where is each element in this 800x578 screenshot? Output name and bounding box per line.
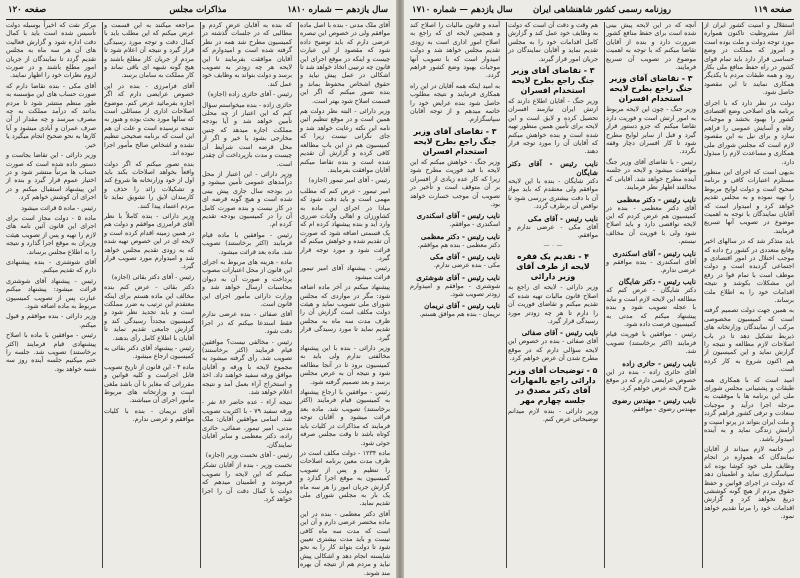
speaker-label: نایب رئیس - دکتر معظمی (616, 194, 696, 204)
paragraph: وزیر جنگ - چون این لایحه مربوط به امور ارتش است و فوریت دارد تقاضا میکنم که جزو دستور قرار گیرد و قبل از سایر لوایح مطرح شود تا کار افسران دچار وقفه نگردد. (606, 106, 696, 156)
page-gutter (396, 0, 404, 578)
speaker-label: نایب رئیس - مهندس رضوی (612, 395, 696, 405)
left-page (0, 0, 396, 578)
column-rule (200, 22, 201, 568)
left-column-3 (104, 22, 194, 570)
paragraph: دولت در نظر دارد که با اجرای برنامه های اصلاحی وضع اقتصادی کشور را بهبود بخشد و موجبات رفاه و آسایش عمومی را فراهم سازد و برای نیل به این مقصود لازم است که مجلس شورای ملی همکاری و مساعدت لازم را مبذول دارد. (704, 99, 794, 166)
paragraph: دکتر معظمی - بنده هم موافقم. (417, 241, 500, 249)
paragraph: آمده و قانون مالیات را اصلاح کند و همچنین لایحه ای که راجع به اصلاح امور اداری است به زودی تقدیم مجلس خواهد شد و دولت امیدوار است که با تصویب آنها موجبات بهبود وضع کشور فراهم گردد. (410, 22, 500, 80)
column-rule (604, 22, 605, 568)
paragraph: ماده ۵ - دولت مجاز است برای اجرای این قانون آئین نامه های لازم را تهیه و پس از تصویب هیئت وزیران به موقع اجرا گذارد و نتیجه را به اطلاع مجلس برساند. (6, 214, 96, 256)
speaker-label: نایب رئیس - آقای شوشتری (416, 272, 500, 282)
right-issue: سال یازدهم — شماره ۱۷۱۰ (412, 5, 513, 15)
paragraph: رئیس - آقای حائری زاده (اجازه) (207, 91, 292, 99)
speaker-label: نایب رئیس - آقای اسکندری (612, 248, 696, 258)
right-column-4 (410, 22, 500, 570)
right-page-number: صفحه ۱۱۹ (753, 5, 792, 15)
paragraph: آقای دکتر معظمی - بنده در کمیسیون هم عرض کردم که این لایحه نواقصی دارد و باید اصلاح شود ولی با فوریت آن مخالف نیستم. (606, 204, 696, 246)
paragraph: وزیر جنگ - خواهش میکنم که این لایحه با قید فوریت مطرح شود زیرا که کار عده زیادی از افسران بر آن متوقف است و تأخیر در تصویب آن موجب خسارت خواهد بود. (410, 158, 500, 208)
paragraph: رئیس - با تقاضای آقای وزیر جنگ موافقت میشود و لایحه در جلسه آینده مطرح خواهد شد. آقایانی که مخالفند اظهار نظر فرمایند. (606, 158, 696, 192)
paragraph: وزیر دارائی - بنده کاملاً با نظر آقای فرامرزی موافقم و دولت هم در همین زمینه اقدام کرده است و لایحه ای در این خصوص تهیه شده که به زودی تقدیم مجلس خواهد شد و امیدوارم مورد تصویب قرار گیرد. (104, 212, 194, 271)
section-heading: ۴ - تقدیم یک فقره لایحه از طرف آقای وزیر دارائی (516, 252, 590, 282)
paragraph: آقای ملک مدنی - بنده با اصل ماده موافقم ولی در خصوص این تبصره عرضی دارم که باید توضیح داده شود که مقصود از این عبارت چیست و اینکه در موقع اجرای این قانون چه ترتیبی اتخاذ خواهد شد تا اشکالی در عمل پیش نیاید و حقوق اشخاص محفوظ بماند و بنده تصور میکنم که اگر این قسمت اصلاح شود بهتر است. (300, 22, 390, 105)
paragraph: بدیهی است که اجرای این منظور مستلزم اعتبارات کافی و برنامه صحیح است و دولت لوایح مربوط را تهیه نموده و به مجلس تقدیم خواهد کرد و امیدوار است که آقایان نمایندگان با توجه به اهمیت موضوع در تصویب آنها تسریع فرمایند. (704, 168, 794, 235)
paragraph: نتیجه آراء - عده حاضر ۸۶ نفر - ورقه سفید ۷۹ - با اکثریت تصویب شد. اسامی موافقین آقایان: ملک مدنی، امیر تیمور، صفائی، حائری زاده، دکتر معظمی و سایر آقایان نمایندگان. (202, 399, 293, 449)
paragraph: رئیس - موافقین با ارجاع پیشنهاد به کمیسیون قیام فرمایند (اکثر برخاستند) تصویب شد. ماده بعد قرائت میشود و آقایان توجه فرمایند که مذاکرات در کلیات باید کوتاه باشد تا وقت مجلس صرفه جوئی شود. (300, 389, 390, 447)
paragraph: وزیر دارائی - البته نظر دولت هم همین است و در موقع تنظیم آئین نامه این نکته رعایت خواهد شد و جای نگرانی نیست زیرا که کمیسیون هم در این باب مطالعه کافی کرده و گزارش آن تقدیم شده است و بنده تقاضا میکنم آقایان موافقت بفرمایند. (300, 108, 390, 174)
paragraph: آقای مکی - بنده تقاضا دارم که صورت حساب های این مؤسسه به طور منظم منتشر شود تا مردم بدانند که درآمد مملکت به چه مصرف میرسد و چه مقدار از آن صرف عمران و آبادی میشود و آیا کارها به نحو صحیح انجام میگیرد یا خیر. (6, 82, 96, 149)
paragraph: که بنده به آقایان عرض کردم و مطالبی که در جلسات گذشته در کمیسیون مطرح شد همه در نظر گرفته شده است و امیدوارم که آقایان موافقت بفرمایند تا این لایحه هر چه زودتر به تصویب برسد و دولت بتواند به وظایف خود عمل کند. (202, 22, 292, 88)
paragraph: دکتر بقائی - عرض کنم بنده مخالف این ماده هستم برای اینکه معتقدم این ترتیب به ضرر مملکت است و باید تجدید نظر شود و کمیسیون مجدداً رسیدگی کند و گزارش جامعی تقدیم نماید تا آقایان با اطلاع کامل رأی بدهند. (104, 284, 194, 342)
column-rule (298, 22, 299, 568)
paragraph: رئیس - پیشنهاد آقای شوشتری قرائت میشود: پیشنهاد میکنم عبارت پس از تصویب کمیسیون مربوط به ماده اضافه شود. (6, 277, 96, 310)
paragraph: استقلال و امنیت کشور ایران از آغاز مشروطیت تاکنون همواره مورد توجه دولت و ملت بوده است و امروز که مملکت در وضع حساسی قرار دارد باید تمام قوای کشور در راه حفظ منافع ملی بکار رود و همه طبقات مردم با یکدیگر همکاری نمایند تا این مقصود حاصل شود. (704, 22, 794, 97)
paragraph: مراجعه میکنند به این قسمت و عرض میکنم که این مطلب باید با کمال دقت و توجه مورد رسیدگی قرار گیرد و نتیجه آن اعلام شود تا مردم از جریان کار مطلع باشند و هیچ گونه شبهه ای باقی نماند و کار مملکت به سامان برسد. (104, 22, 194, 80)
paragraph: مرکز نفت که اخیراً بوسیله دولت تأسیس شده است باید با کمال دقت اداره شود و گزارش فعالیت های آن هر سه ماه به مجلس تقدیم گردد تا نمایندگان از جریان امور مطلع باشند و در صورت لزوم نظرات خود را اظهار نمایند. (6, 22, 96, 80)
paragraph: وزیر دارائی - بنده موافقم و قبول میکنم. (6, 313, 96, 329)
paragraph: وزیر جنگ - آقایان اطلاع دارند که ارتش ایران نیازمند افسران تحصیل کرده و لایق است و این لایحه برای تأمین همین منظور تهیه شده است و بنده خواهش میکنم که آقایان آن را مورد توجه قرار دهند. (508, 98, 598, 156)
paragraph: آقای فرامرزی - بنده در این خصوص عرایضی دارم که اگر اجازه بفرمائید عرض کنم. موضوع اصلاحات اداری از مسائلی است که سالها مورد بحث بوده و هنوز به نتیجه نرسیده است و علت آن هم این است که برنامه صحیحی تنظیم نشده و اشخاص صالح مأمور اجرا نبوده اند. (104, 82, 194, 158)
paragraph: شوشتری - موافقم و امیدوارم زودتر تصویب شود. (410, 282, 500, 298)
paragraph: آقای صفائی - بنده عرضی ندارم فقط استدعا میکنم که در اجرا دقت شود. (202, 311, 292, 336)
right-page-header (410, 3, 794, 20)
section-heading: ۵ - توضیحات آقای وزیر دارائی راجع بالمهارات آقای دکتر مصدق در جلسه چهارم مهر (508, 365, 598, 405)
paragraph: باید متذکر شد که در سالهای اخیر وقایع متعددی در کشور رخ داده که موجب اختلال در امور اقتصادی و اجتماعی گردیده است و دولت موظف است با تمام قوا در رفع این مشکلات بکوشد و نتیجه اقدامات خود را به اطلاع ملت برساند. (704, 238, 794, 304)
paragraph: مکی - بنده عرضی ندارم. (433, 262, 500, 270)
speaker-label: نایب رئیس - آقای اسکندری (416, 211, 500, 221)
paragraph: به همین جهت دولت تصمیم گرفته است که کمیسیون مخصوصی مرکب از نمایندگان وزارتخانه های ذیربط تشکیل دهد تا در باب اصلاحات لازم مطالعه و نتیجه را گزارش نماید و این کمیسیون از هم اکنون شروع به کار کرده است. (704, 307, 794, 374)
left-page-header (6, 3, 390, 20)
paragraph: امیر تیمور - عرض کنم که مطلب مهمی است و باید دقت شود که مبادا در اجرای این ماده به کشاورزان و اهالی ولایات ضرری وارد آید و بنده پیشنهاد کرده ام که یک قسمتی اضافه شود که صورت آن تقدیم شده و خواهش میکنم که قرائت شود و مورد توجه قرار گیرد. (300, 187, 390, 262)
left-column-1 (300, 22, 390, 577)
paragraph: وزیر دارائی - این تقاضا بجاست و دستور داده شده است که صورت حساب ها مرتباً منتشر شود و در اختیار عموم قرار گیرد و بنده از این پیشنهاد استقبال میکنم و در اجرای آن کوشش خواهم کرد. (6, 152, 96, 202)
paragraph: در خاتمه لازم میداند از آقایان نمایندگان که همواره در انجام وظایف ملی خود کوشا بوده اند سپاسگزاری نماید و اطمینان دهد که دولت در اجرای قوانین و حفظ حقوق مردم از هیچ گونه کوششی دریغ نخواهد کرد و گزارش اقدامات خود را مرتباً تقدیم خواهد نمود. (704, 445, 794, 521)
paragraph: آقای مکی - عرضی ندارم و موافقم. (508, 223, 598, 239)
paragraph: پیشنهاد میکنم در آخر ماده اضافه شود: مگر در مواردی که مجلس شورای ملی تصویب نماید و هیئت دولت مکلف است گزارش آن را ظرف مدت سه ماه به مجلس تقدیم نماید تا مورد رسیدگی قرار گیرد. (300, 284, 390, 342)
paragraph: رئیس - پیشنهاد آقای دکتر بقائی به کمیسیون ارجاع میشود. (104, 345, 194, 361)
speaker-label: نایب رئیس - دکتر شایگان (618, 277, 696, 287)
paragraph: وزیر دارائی - لایحه ای راجع به اصلاح قانون مالیات تهیه شده که تقدیم میکنم و تقاضای فوریت آن را دارم تا هر چه زودتر مورد رسیدگی قرار گیرد. (508, 284, 598, 325)
speaker-label: نایب رئیس - آقای مکی (429, 252, 500, 262)
left-column-2 (202, 22, 292, 570)
right-column-2 (606, 22, 696, 570)
section-heading: ۳ - تقاضای آقای وزیر جنگ راجع بطرح لایحه استخدام افسران (413, 126, 497, 156)
paragraph: آقای دکتر معظمی - بنده در این ماده مختصر عرضی دارم و آن این است که مدت سه ماه کافی نیست و باید مدت بیشتری تعیین شود تا دولت بتواند کار را به نحو شایسته انجام دهد و اشکالی پیش نیاید و مردم هم از نتیجه آن بهره مند شوند. (300, 510, 390, 577)
paragraph: رئیس - موافقین با فوریت قیام فرمایند (اکثر برخاستند) تصویب شد. (606, 331, 696, 356)
paragraph: وزیر دارائی - این اعتبار از محل درآمدهای عمومی تأمین میشود و در بودجه سال جاری پیش بینی شده است و هیچ گونه قرضه ای در کار نیست و بنده صورت کامل آن را در کمیسیون بودجه تقدیم کرده ام. (202, 170, 292, 229)
column-rule (702, 22, 703, 568)
paragraph: رئیس - موافقین با ماده با اصلاح پیشنهادی قیام فرمایند (اکثر برخاستند) تصویب شد. جلسه را ختم میکنیم جلسه آینده روز سه شنبه خواهد بود. (6, 332, 96, 373)
paragraph: ماده ۱۲۳۴ - دولت مکلف است در ظرف مدت معین برنامه اصلاحات را تنظیم و پس از تصویب کمیسیون به موقع اجرا گذارد و گزارش جریان امور را هر سه ماه یک بار به مجلس شورای ملی تقدیم نماید. (300, 449, 390, 508)
speaker-label: نایب رئیس - آقای مکی (527, 213, 598, 223)
paragraph: به امید اینکه همه آقایان در این راه همکاری فرمایند و نتیجه مطلوب حاصل شود بنده عرایض خود را خاتمه میدهم و از توجه آقایان سپاسگزارم. (410, 82, 500, 124)
paragraph: آقای صفائی - بنده در خصوص این لایحه سؤالی دارم که در موقع مطرح شدن آن عرض خواهم کرد. (508, 338, 598, 363)
speaker-label: نایب رئیس - دکتر معظمی (420, 231, 500, 241)
paragraph: حائری زاده - بنده میخواستم سؤال کنم که این اعتبار از چه محلی تأمین خواهد شد و آیا بودجه مملکت اجازه میدهد که چنین مخارجی بشود یا خیر و اگر از محل قرضه است شرایط آن چیست و مدت بازپرداخت آن چقدر است. (202, 101, 292, 168)
paragraph: آقای شوشتری - بنده پیشنهادی دارم که تقدیم میکنم. (6, 258, 96, 275)
paragraph: رئیس - آقای نخست وزیر (اجازه) (205, 451, 292, 459)
paragraph: هم وقت و دقت آن است که دولت به وظایف خود عمل کند و گزارش کامل اقدامات خود را به مجلس تقدیم نماید و آقایان نمایندگان در جریان امور قرار گیرند. (508, 22, 598, 63)
column-rule (102, 22, 103, 568)
speaker-label: نایب رئیس - آقای صفائی (521, 328, 598, 338)
paragraph: آقای حائری زاده - بنده در این خصوص عرایضی دارم که در موقع طرح لایحه عرض خواهم کرد. (606, 368, 696, 393)
section-heading: ۳ - تقاضای آقای وزیر جنگ راجع بطرح لایحه استخدام افسران (609, 74, 693, 104)
paragraph: رئیس - موافقین با ماده قیام فرمایند (اکثر برخاستند) تصویب شد. ماده بعد قرائت میشود. (202, 231, 292, 256)
column-rule (506, 22, 507, 568)
right-section-title: روزنامه رسمی کشور شاهنشاهی ایران (532, 5, 672, 15)
paragraph: دکتر شایگان - عرض کنم که مطالعه این لایحه لازم است و نباید با عجله تصویب شود و بنده پیشنهاد میکنم که مدتی به کمیسیون فرصت داده شود. (606, 287, 696, 328)
paragraph: آنچه که در این لایحه پیش بینی شده است برای حفظ منافع کشور ضرورت دارد و بنده از آقایان تقاضا میکنم که با توجه به اهمیت موضوع در تصویب آن تسریع فرمایند. (606, 22, 696, 72)
left-section-title: مذاکرات مجلس (169, 5, 227, 15)
paragraph: دکتر شایگان - بنده با این لایحه موافقم ولی معتقدم که باید مواد آن با دقت بیشتری بررسی شود تا نواقص آن برطرف گردد. (508, 177, 598, 211)
paragraph: امید است که با همکاری همه طبقات و پشتیبانی مجلس شورای ملی این برنامه ها با موفقیت به مرحله اجرا درآید و موجبات سعادت و ترقی کشور فراهم گردد و ملت ایران بتواند در پرتو امنیت و آرامش زندگی نماید و به آینده امیدوار باشد. (704, 376, 794, 443)
paragraph: وزیر دارائی - بنده لازم میدانم توضیحاتی عرض کنم. (508, 407, 598, 423)
paragraph: رئیس - آقای دکتر بقائی (اجازه) (111, 273, 194, 281)
speaker-label: نایب رئیس - حائری زاده (622, 358, 696, 368)
paragraph: رئیس - مخالفی نیست؟ موافقین قیام فرمایند (اکثر برخاستند) تصویب شد. رأی گرفته میشود به مجموع لایحه با ورقه و آقایان موافق ورقه سفید خواهند داد. اخذ و استخراج آراء بعمل آمد و نتیجه اعلام خواهد شد. (202, 338, 292, 397)
paragraph: اسکندری - موافقم. (449, 221, 500, 229)
right-column-3 (508, 22, 598, 570)
paragraph: بنده تصور میکنم که اگر دولت واقعاً بخواهد اصلاحات بکند باید اول از خود وزارتخانه ها شروع کند و تشکیلات زائد را حذف و کارمندان لایق را تشویق نماید تا مردم اعتماد پیدا کنند. (104, 160, 194, 210)
paragraph: آقای نریمان - بنده با کلیات موافقم و عرضی ندارم. (104, 407, 194, 424)
left-column-4 (6, 22, 96, 570)
paragraph: ماده - هزینه های مربوط به اجرای این قانون از محل اعتبارات مصوب پرداخت و صورت آن به دیوان محاسبات ارسال خواهد شد و وزارت دارائی مأمور اجرای این قانون است. (202, 258, 292, 308)
paragraph: ماده ۴ - این قانون از تاریخ تصویب قابل اجراست و کلیه قوانین و مقرراتی که مغایر با آن باشد ملغی است و وزارتخانه های مربوط مأمور اجرای آن میباشند. (104, 363, 194, 405)
right-column-1 (704, 22, 794, 570)
speaker-label: نایب رئیس - آقای نریمان (424, 301, 500, 311)
section-heading: ۳ - تقاضای آقای وزیر جنگ راجع بطرح لایحه استخدام افسران (511, 66, 595, 96)
speaker-label: نایب رئیس - آقای دکتر شایگان (508, 158, 598, 177)
paragraph: آقای اسکندری - بنده موافقم و عرضی ندارم. (606, 258, 696, 274)
paragraph: نخست وزیر - بنده از آقایان تشکر میکنم که این لایحه را تصویب فرمودند و اطمینان میدهم که دولت با کمال دقت آن را اجرا خواهد کرد. (202, 462, 292, 503)
paragraph: نریمان - بنده هم موافق هستم. (419, 311, 500, 319)
left-page-number: صفحه ۱۲۰ (8, 5, 47, 15)
paragraph: مهندس رضوی - موافقم. (631, 405, 696, 413)
paragraph: رئیس - ماده ۵ قرائت میشود (21, 204, 96, 212)
right-page (404, 0, 800, 578)
paragraph: رئیس - آقای امیر تیمور (اجازه) (308, 177, 390, 185)
left-issue: سال یازدهم — شماره ۱۸۱۰ (287, 5, 388, 15)
paragraph: وزیر دارائی - بنده با این پیشنهاد مخالفتی ندارم ولی باید به کمیسیون برود تا در آنجا مطالعه شود و نتیجه آن به عرض مجلس برسد و بعد تصمیم گرفته شود. (300, 345, 390, 386)
paragraph: رئیس - پیشنهاد آقای امیر تیمور قرائت میشود (300, 265, 390, 281)
separator: — ۰ — (543, 242, 563, 250)
